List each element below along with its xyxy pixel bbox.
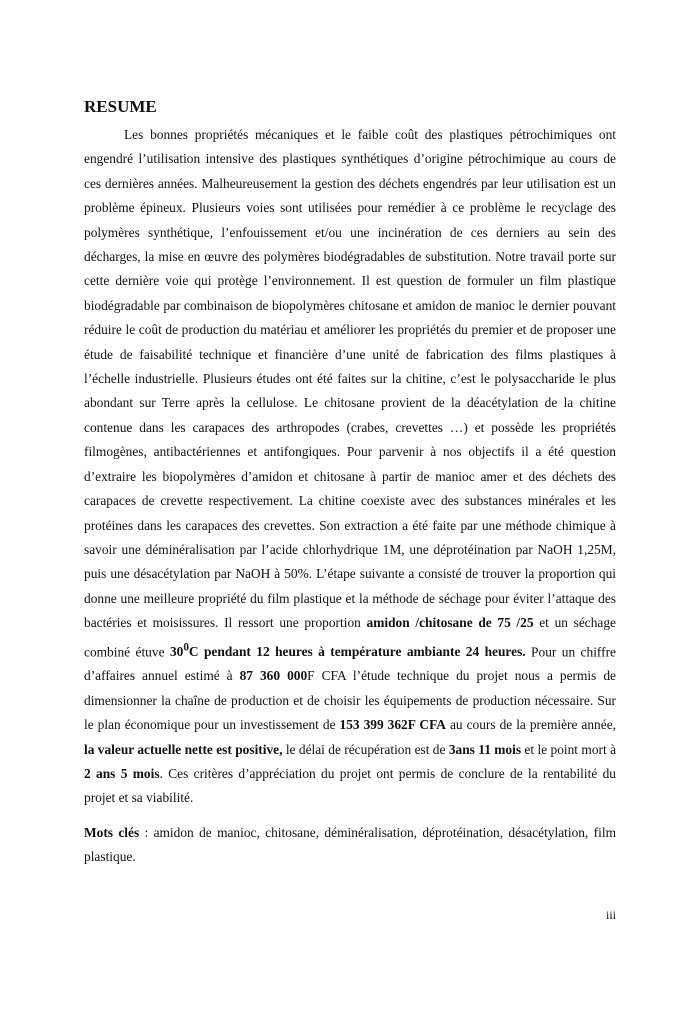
page-title: RESUME <box>84 97 157 116</box>
degree-superscript: 0 <box>183 641 189 654</box>
abstract-bold-temperature <box>169 641 526 659</box>
abstract-text-7: et le point mort à <box>521 741 617 757</box>
abstract-bold-temperature-rest: C pendant 12 heures à température ambiante 24 heures. <box>188 644 526 659</box>
document-page <box>84 96 616 870</box>
page-number: iii <box>605 908 616 922</box>
abstract-text-5: au cours de la première année, <box>445 717 616 733</box>
abstract-bold-ratio: amidon /chitosane de 75 /25 <box>366 615 534 631</box>
abstract-bold-investment: 153 399 362F CFA <box>339 717 446 733</box>
keywords-text: : amidon de manioc, chitosane, déminéralisation, déprotéination, désacétylation, film plastique. <box>84 824 616 865</box>
keywords-paragraph <box>84 821 616 870</box>
abstract-text-6: le délai de récupération est de <box>282 741 449 757</box>
abstract-bold-payback: 3ans 11 mois <box>448 741 522 757</box>
abstract-text-3: Pour un chiffre d’affaires annuel estimé à <box>84 644 616 684</box>
abstract-text-2: et un séchage combiné étuve <box>84 615 617 659</box>
abstract-text-4: F CFA l’étude technique du projet nous a permis de dimensionner la chaîne de production et de choisir les équipements de production nécessaire. Sur le plan économique pour un investissement de <box>84 668 616 733</box>
abstract-bold-npv: la valeur actuelle nette est positive, <box>84 741 283 757</box>
abstract-paragraph <box>84 123 616 811</box>
abstract-bold-temperature-value: 30 <box>169 644 184 659</box>
abstract-text-8: . Ces critères d’appréciation du projet ont permis de conclure de la rentabilité du projet et sa viabilité. <box>84 766 616 806</box>
keywords-label: Mots clés <box>84 824 140 840</box>
abstract-text-1: Les bonnes propriétés mécaniques et le faible coût des plastiques pétrochimiques ont engendré l’utilisation intensive des plastiques synthétiques d’origine pétrochimique au cours de ces dernières années. Malheureusement la gestion des déchets engendrés par leur utilisation est un problème épineux. Plusieurs voies sont utilisées pour remédier à ce problème le recyclage des polymères synthétique, l’enfouissement et/ou une incinération de ces derniers au sein des décharges, la mise en œuvre des polymères biodégradables de substitution. Notre travail porte sur cette dernière voie qui protège l’environnement. Il est question de formuler un film plastique biodégradable par combinaison de biopolymères chitosane et amidon de manioc le dernier pouvant réduire le coût de production du matériau et améliorer les propriétés du premier et de proposer une étude de faisabilité technique et financière d’une unité de fabrication des films plastiques à l’échelle industrielle. Plusieurs études ont été faites sur la chitine, c’est le polysaccharide le plus abondant sur Terre après la cellulose. Le chitosane provient de la déacétylation de la chitine contenue dans les carapaces des arthropodes (crabes, crevettes …) et possède les propriétés filmogènes, antibactériennes et antifongiques. Pour parvenir à nos objectifs il a été question d’extraire les biopolymères d’amidon et chitosane à partir de manioc amer et des déchets des carapaces de crevette respectivement. La chitine coexiste avec des substances minérales et les protéines dans les carapaces des crevettes. Son extraction a été faite par une méthode chimique à savoir une déminéralisation par l’acide chlorhydrique 1M, une déprotéination par NaOH 1,25M, puis une désacétylation par NaOH à 50%. L’étape suivante a consisté de trouver la proportion qui donne une meilleure propriété du film plastique et la méthode de séchage pour éviter l’attaque des bactéries et moisissures. Il ressort une proportion <box>84 127 616 631</box>
abstract-bold-revenue: 87 360 000 <box>239 668 308 684</box>
abstract-bold-breakeven: 2 ans 5 mois <box>84 766 160 782</box>
